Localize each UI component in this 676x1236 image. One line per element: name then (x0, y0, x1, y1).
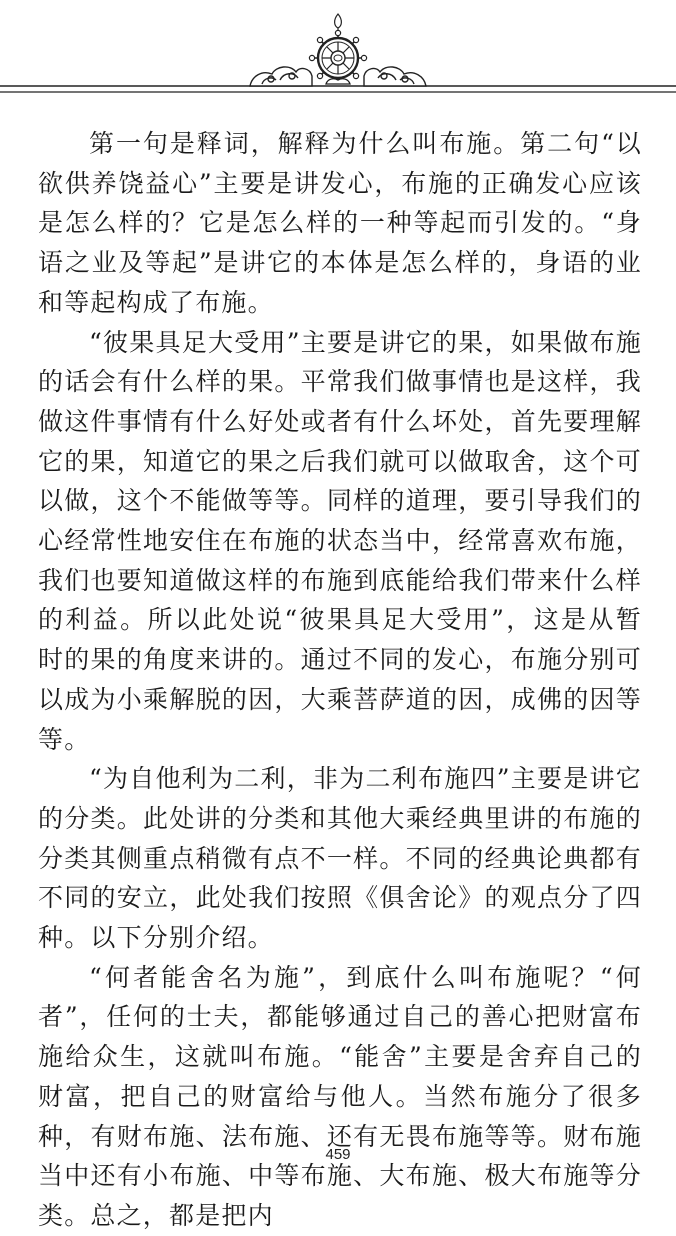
dharma-wheel-icon (309, 14, 366, 84)
left-cloud-ornament (250, 67, 312, 86)
paragraph-3: “为自他利为二利，非为二利布施四”主要是讲它的分类。此处讲的分类和其他大乘经典里讲的布施的分类其侧重点稍微有点不一样。不同的经典论典都有不同的安立，此处我们按照《俱舍论》的观点分了四种。以下分别介绍。 (38, 764, 642, 953)
paragraph-1: 第一句是释词，解释为什么叫布施。第二句“以欲供养饶益心”主要是讲发心，布施的正确发心应该是怎么样的？它是怎么样的一种等起而引发的。“身语之业及等起”是讲它的本体是怎么样的，身语的业和等起构成了布施。 (38, 129, 642, 317)
page-number: 459 (325, 1146, 351, 1163)
paragraph-2: “彼果具足大受用”主要是讲它的果，如果做布施的话会有什么样的果。平常我们做事情也是这样，我做这件事情有什么好处或者有什么坏处，首先要理解它的果，知道它的果之后我们就可以做取舍，这个可以做，这个不能做等等。同样的道理，要引导我们的心经常性地安住在布施的状态当中，经常喜欢布施，我们也要知道做这样的布施到底能给我们带来什么样的利益。所以此处说“彼果具足大受用”，这是从暂时的果的角度来讲的。通过不同的发心，布施分别可以成为小乘解脱的因，大乘菩萨道的因，成佛的因等等。 (38, 327, 642, 754)
header-rule (0, 86, 676, 92)
paragraph-4: “何者能舍名为施”，到底什么叫布施呢？“何者”，任何的士夫，都能够通过自己的善心把财富布施给众生，这就叫布施。“能舍”主要是舍弃自己的财富，把自己的财富给与他人。当然布施分了很多种，有财布施、法布施、还有无畏布施等等。财布施当中还有小布施、中等布施、大布施、极大布施等分类。总之，都是把内 (38, 962, 642, 1230)
right-cloud-ornament (364, 67, 426, 86)
page-body (38, 124, 642, 1236)
header-ornament (0, 0, 676, 110)
page-header (0, 0, 676, 110)
